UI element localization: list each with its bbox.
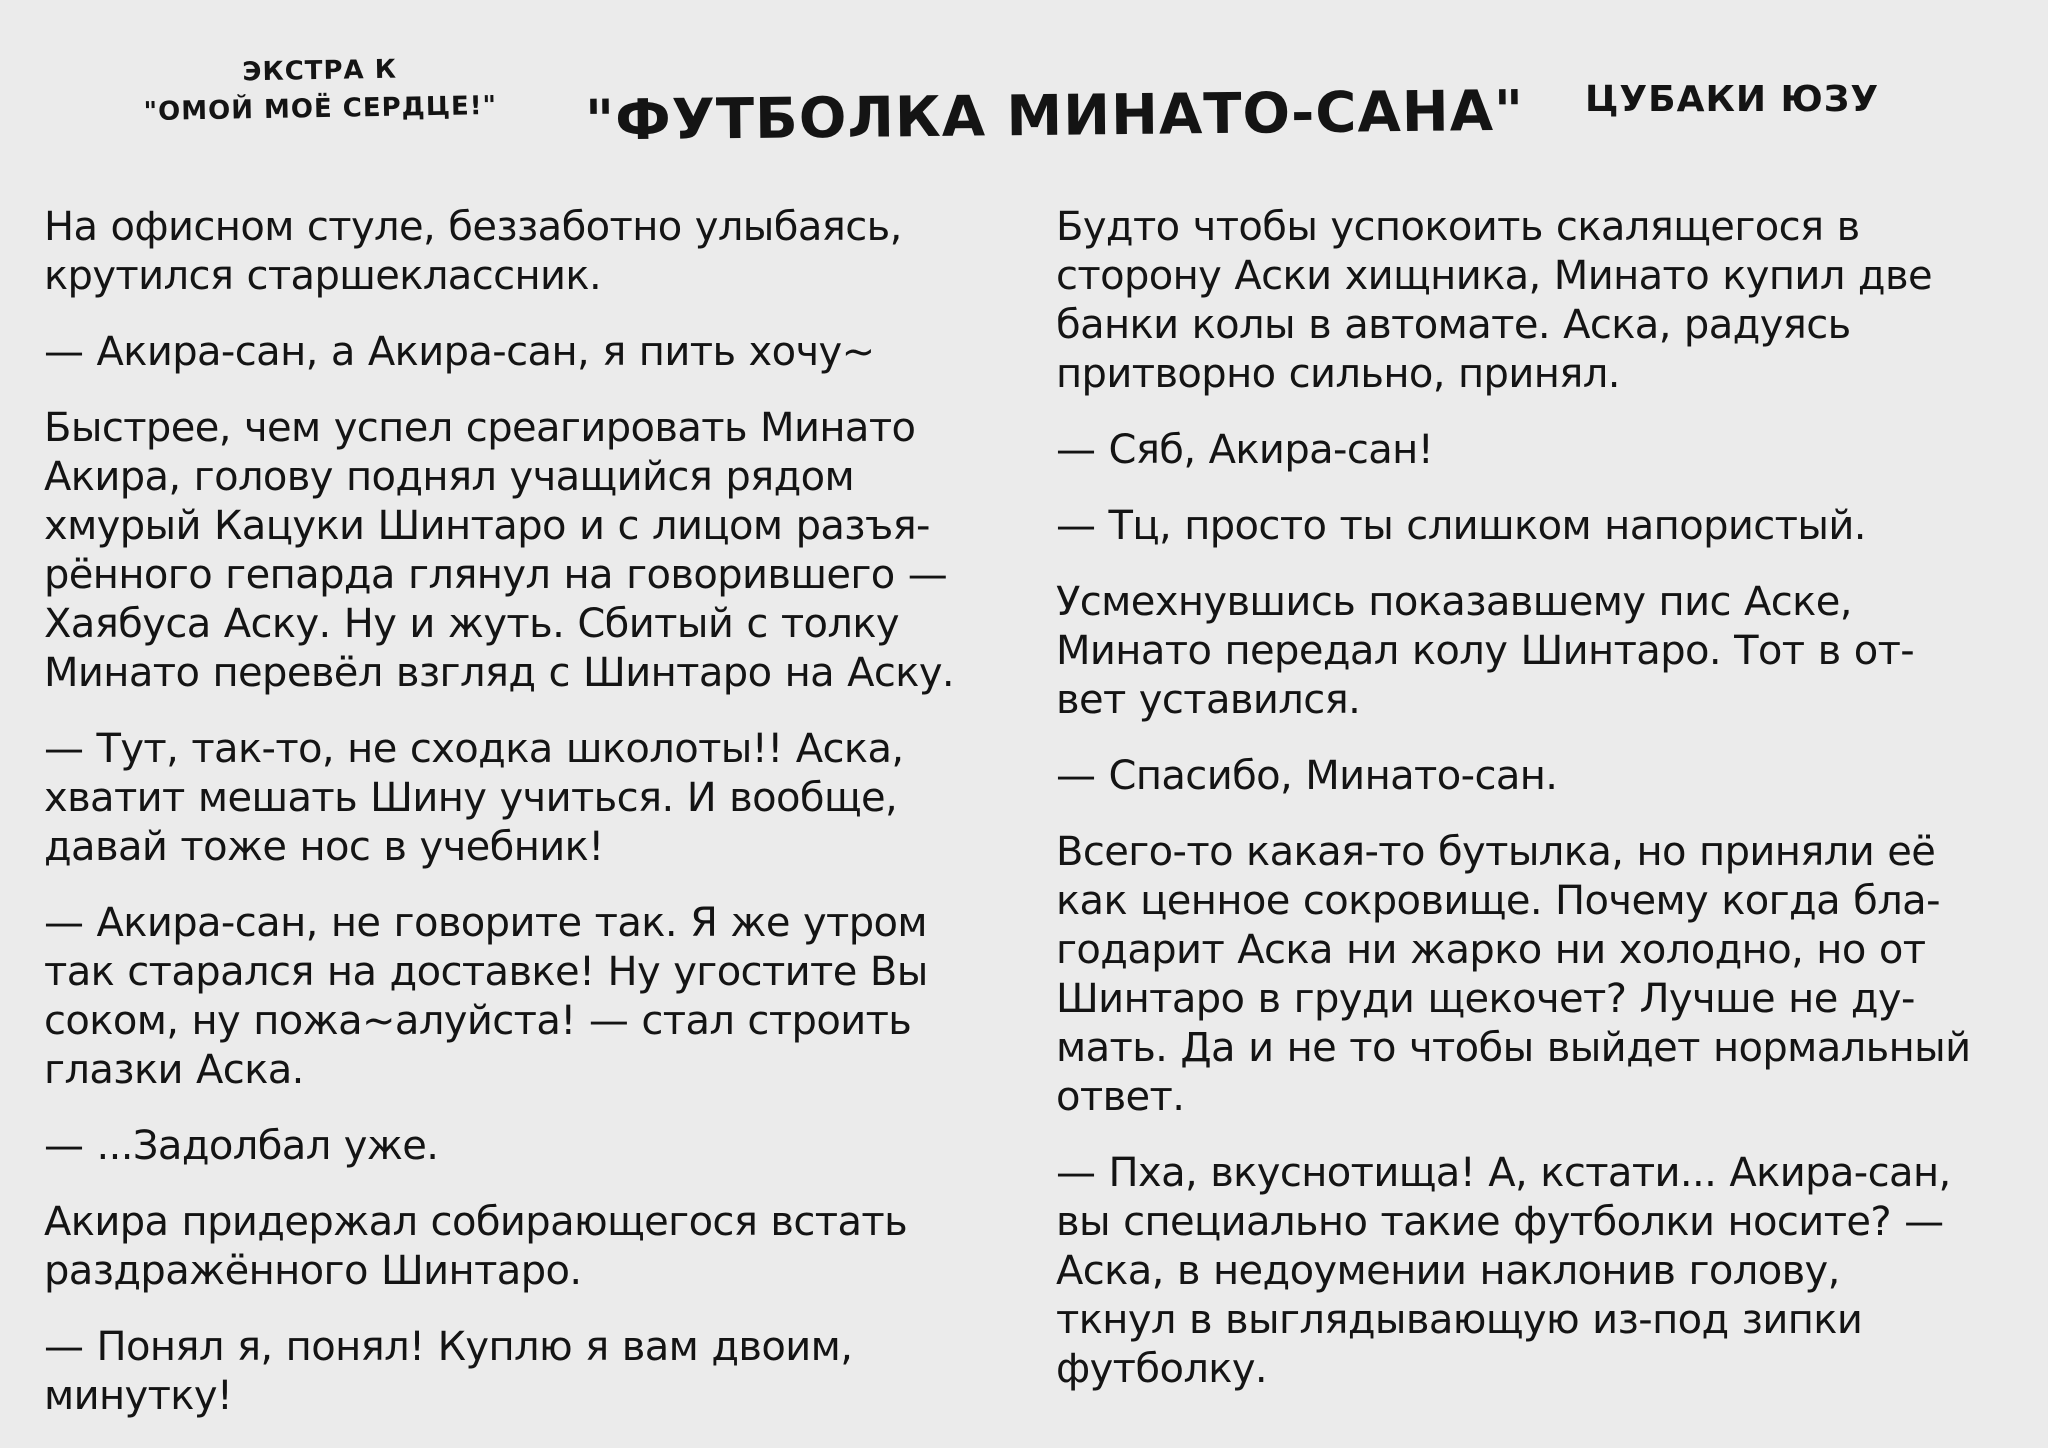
text-line: ответ. (1056, 1074, 1185, 1120)
paragraph (44, 1122, 1024, 1171)
text-line: Акира придержал собирающегося встать (44, 1199, 908, 1245)
text-line: годарит Аска ни жарко ни холодно, но от (1056, 927, 1926, 973)
extra-caption-line: "ОМОЙ МОЁ СЕРДЦЕ!" (143, 90, 498, 128)
page-header (0, 0, 2048, 180)
text-line: минутку! (44, 1373, 233, 1419)
paragraph (1056, 752, 2041, 801)
text-line: так старался на доставке! Ну угостите Вы (44, 949, 928, 995)
text-line: Аска, в недоумении наклонив голову, (1056, 1248, 1840, 1294)
text-line: как ценное сокровище. Почему когда бла- (1056, 878, 1940, 924)
text-line: — Пха, вкуснотища! А, кстати... Акира-сан, (1056, 1150, 1951, 1196)
text-line: хмурый Кацуки Шинтаро и с лицом разъя- (44, 503, 930, 549)
text-line: Хаябуса Аску. Ну и жуть. Сбитый с толку (44, 601, 900, 647)
text-line: — Тц, просто ты слишком напористый. (1056, 503, 1866, 549)
text-line: — ...Задолбал уже. (44, 1123, 439, 1169)
text-line: ткнул в выглядывающую из-под зипки (1056, 1297, 1863, 1343)
text-line: — Акира-сан, а Акира-сан, я пить хочу~ (44, 329, 875, 375)
text-line: рённого гепарда глянул на говорившего — (44, 552, 948, 598)
text-line: — Тут, так-то, не сходка школоты!! Аска, (44, 726, 904, 772)
paragraph (1056, 1149, 2041, 1394)
left-text-column (44, 203, 1024, 1448)
paragraph (44, 328, 1024, 377)
paragraph (1056, 578, 2041, 725)
text-line: соком, ну пожа~алуйста! — стал строить (44, 998, 912, 1044)
text-line: сторону Аски хищника, Минато купил две (1056, 253, 1932, 299)
text-line: футболку. (1056, 1346, 1268, 1392)
text-line: давай тоже нос в учебник! (44, 824, 604, 870)
paragraph (44, 725, 1024, 872)
text-line: Всего-то какая-то бутылка, но приняли её (1056, 829, 1936, 875)
paragraph (1056, 426, 2041, 475)
paragraph (44, 404, 1024, 698)
paragraph (44, 899, 1024, 1095)
text-line: вы специально такие футболки носите? — (1056, 1199, 1944, 1245)
author-name: ЦУБАКИ ЮЗУ (1585, 79, 1880, 120)
text-line: Минато перевёл взгляд с Шинтаро на Аску. (44, 650, 955, 696)
text-line: Шинтаро в груди щекочет? Лучше не ду- (1056, 976, 1915, 1022)
text-line: притворно сильно, принял. (1056, 351, 1620, 397)
text-line: раздражённого Шинтаро. (44, 1248, 582, 1294)
paragraph (44, 203, 1024, 301)
text-line: крутился старшеклассник. (44, 253, 602, 299)
paragraph (44, 1198, 1024, 1296)
text-line: Усмехнувшись показавшему пис Аске, (1056, 579, 1852, 625)
text-line: мать. Да и не то чтобы выйдет нормальный (1056, 1025, 1971, 1071)
paragraph (1056, 203, 2041, 399)
story-title: "ФУТБОЛКА МИНАТО-САНА" (584, 78, 1525, 154)
text-line: Будто чтобы успокоить скалящегося в (1056, 204, 1860, 250)
paragraph (1056, 828, 2041, 1122)
text-line: На офисном стуле, беззаботно улыбаясь, (44, 204, 902, 250)
paragraph (44, 1323, 1024, 1421)
right-text-column (1056, 203, 2041, 1421)
text-line: вет уставился. (1056, 677, 1361, 723)
extra-caption-line: ЭКСТРА К (242, 54, 398, 88)
text-line: Быстрее, чем успел среагировать Минато (44, 405, 916, 451)
text-line: — Понял я, понял! Куплю я вам двоим, (44, 1324, 853, 1370)
paragraph (1056, 502, 2041, 551)
text-line: Акира, голову поднял учащийся рядом (44, 454, 855, 500)
text-line: — Акира-сан, не говорите так. Я же утром (44, 900, 927, 946)
text-line: глазки Аска. (44, 1047, 304, 1093)
extra-caption (99, 48, 540, 132)
text-line: — Сяб, Акира-сан! (1056, 427, 1434, 473)
text-line: банки колы в автомате. Аска, радуясь (1056, 302, 1851, 348)
text-line: Минато передал колу Шинтаро. Тот в от- (1056, 628, 1915, 674)
text-line: — Спасибо, Минато-сан. (1056, 753, 1558, 799)
text-line: хватит мешать Шину учиться. И вообще, (44, 775, 898, 821)
